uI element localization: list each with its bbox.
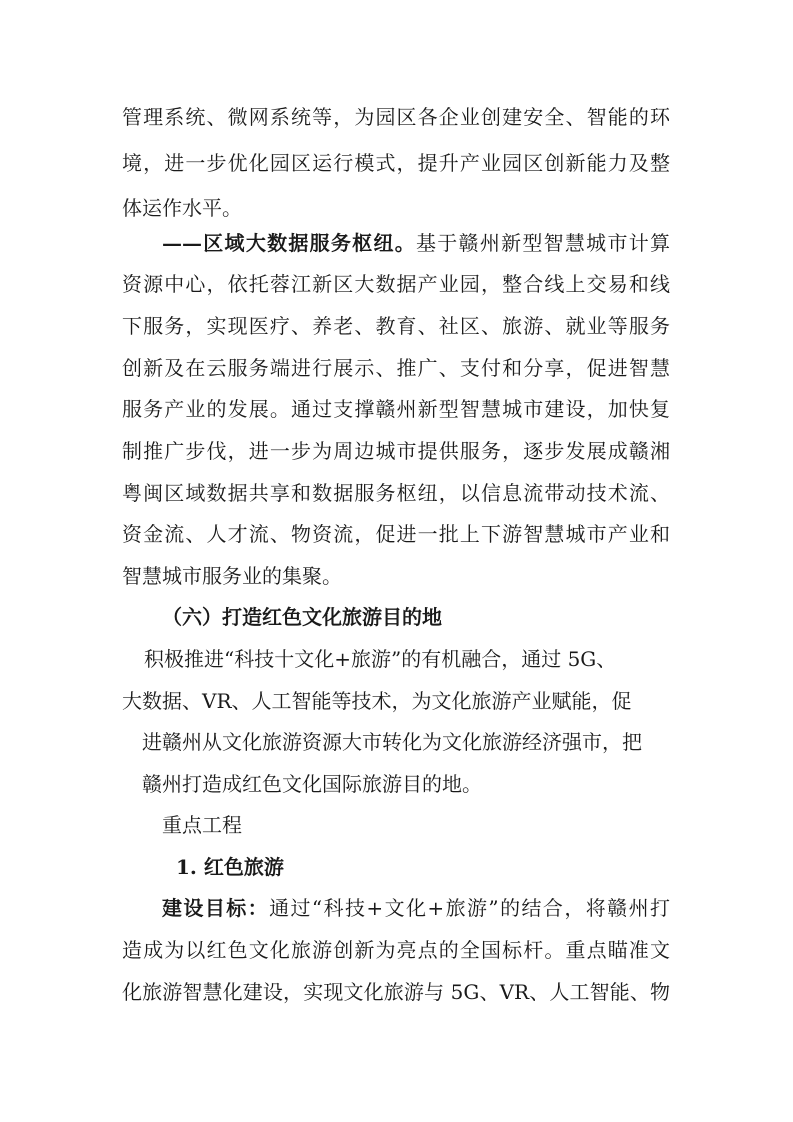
key-projects-label: 重点工程 [162, 813, 242, 837]
section-heading: （六）打造红色文化旅游目的地 [162, 605, 442, 629]
body-text-line: 造成为以红色文化旅游创新为亮点的全国标杆。重点瞄准文 [122, 938, 670, 962]
body-text-line: 资源中心，依托蓉江新区大数据产业园，整合线上交易和线 [122, 272, 670, 296]
body-text-line: 管理系统、微网系统等，为园区各企业创建安全、智能的环 [122, 105, 670, 129]
body-text-line: 服务产业的发展。通过支撑赣州新型智慧城市建设，加快复 [122, 397, 670, 421]
body-text-span: 通过“科技+文化+旅游”的结合，将赣州打 [269, 896, 670, 920]
paragraph-first-line [162, 228, 670, 258]
body-text-line: 体运作水平。 [122, 196, 242, 220]
body-text-line: 境，进一步优化园区运行模式，提升产业园区创新能力及整 [122, 151, 670, 175]
body-text-line: 下服务，实现医疗、养老、教育、社区、旅游、就业等服务 [122, 314, 670, 338]
subheading: 1. 红色旅游 [176, 855, 284, 879]
body-text-span: 基于赣州新型智慧城市计算 [416, 231, 670, 255]
body-text-line: 资金流、人才流、物资流，促进一批上下游智慧城市产业和 [122, 522, 670, 546]
body-text-line: 大数据、VR、人工智能等技术，为文化旅游产业赋能，促 [122, 689, 632, 713]
body-text-line: 制推广步伐，进一步为周边城市提供服务，逐步发展成赣湘 [122, 439, 670, 463]
body-text-line: 积极推进“科技十文化+旅游”的有机融合，通过 5G、 [144, 647, 617, 671]
body-text-line: 智慧城市服务业的集聚。 [122, 564, 342, 588]
body-text-line: 化旅游智慧化建设，实现文化旅游与 5G、VR、人工智能、物 [122, 980, 670, 1004]
bold-lead-text: 建设目标： [162, 896, 270, 920]
body-text-line: 进赣州从文化旅游资源大市转化为文化旅游经济强市，把 [142, 730, 642, 754]
body-text-line: 赣州打造成红色文化国际旅游目的地。 [142, 772, 482, 796]
body-text-line: 创新及在云服务端进行展示、推广、支付和分享，促进智慧 [122, 356, 670, 380]
bold-lead-text: ——区域大数据服务枢纽。 [162, 231, 416, 255]
body-text-line: 粤闽区域数据共享和数据服务枢纽，以信息流带动技术流、 [122, 481, 670, 505]
paragraph-first-line [162, 893, 670, 923]
